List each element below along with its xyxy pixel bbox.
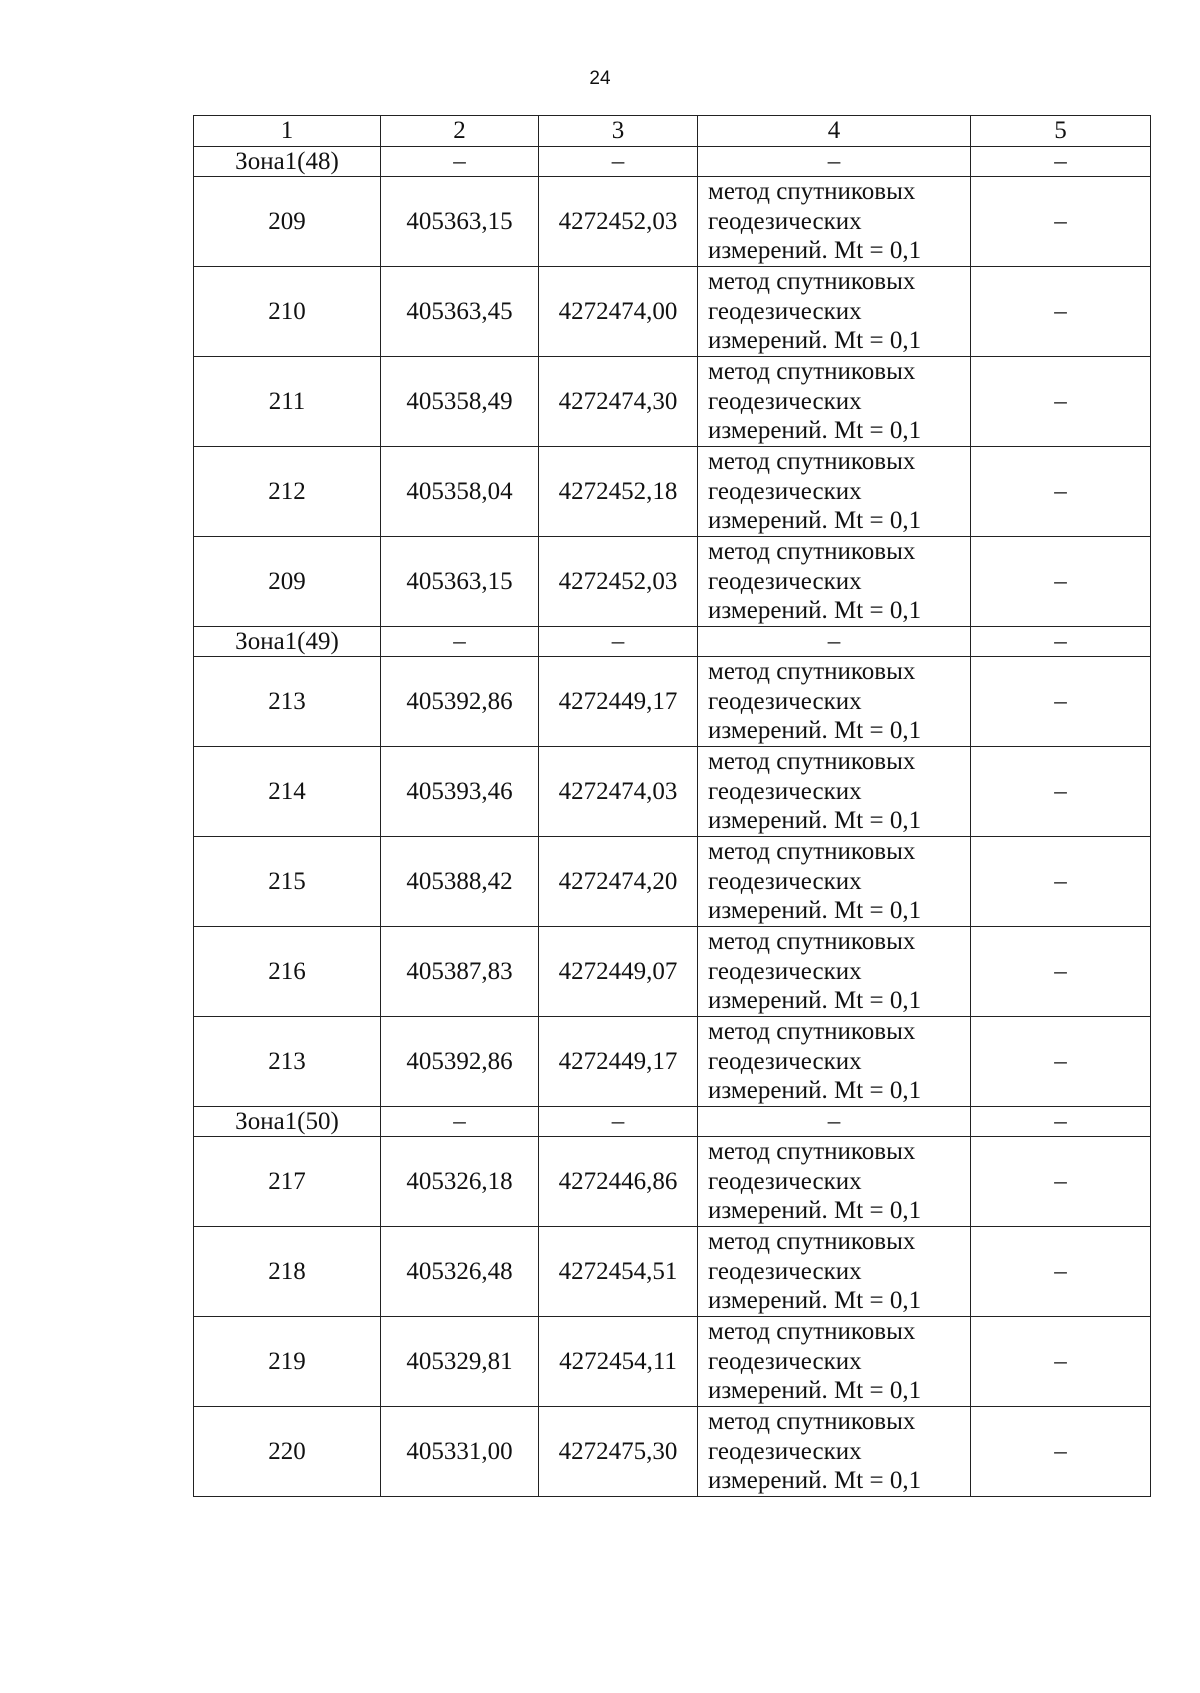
x-coordinate-cell: 405387,83: [381, 927, 539, 1017]
method-text-line: измерений. Mt = 0,1: [708, 807, 922, 835]
method-text-line: геодезических: [708, 207, 862, 235]
point-row: [194, 837, 1151, 927]
point-row: [194, 357, 1151, 447]
method-cell: [698, 1407, 971, 1497]
coordinates-table: [193, 115, 1151, 1497]
point-row: [194, 447, 1151, 537]
zone-name-cell: Зона1(48): [194, 147, 381, 177]
method-text-line: геодезических: [708, 387, 862, 415]
method-text-line: метод спутниковых: [708, 1018, 916, 1046]
zone-row: [194, 1107, 1151, 1137]
x-coordinate-cell: 405392,86: [381, 657, 539, 747]
method-text-line: метод спутниковых: [708, 1228, 916, 1256]
x-coordinate-cell: 405329,81: [381, 1317, 539, 1407]
point-row: [194, 927, 1151, 1017]
column-header: 5: [971, 116, 1151, 147]
zone-dash-cell: –: [539, 147, 698, 177]
point-number-cell: 212: [194, 447, 381, 537]
note-dash-cell: –: [971, 177, 1151, 267]
method-text-line: метод спутниковых: [708, 448, 916, 476]
point-number-cell: 220: [194, 1407, 381, 1497]
method-text-line: метод спутниковых: [708, 268, 916, 296]
note-dash-cell: –: [971, 1407, 1151, 1497]
method-cell: [698, 537, 971, 627]
point-row: [194, 1317, 1151, 1407]
method-cell: [698, 837, 971, 927]
y-coordinate-cell: 4272474,03: [539, 747, 698, 837]
method-cell: [698, 357, 971, 447]
point-number-cell: 219: [194, 1317, 381, 1407]
method-text-line: метод спутниковых: [708, 1408, 916, 1436]
zone-name-cell: Зона1(49): [194, 627, 381, 657]
point-row: [194, 537, 1151, 627]
point-row: [194, 1227, 1151, 1317]
y-coordinate-cell: 4272446,86: [539, 1137, 698, 1227]
zone-dash-cell: –: [381, 1107, 539, 1137]
method-text-line: геодезических: [708, 1047, 862, 1075]
y-coordinate-cell: 4272454,11: [539, 1317, 698, 1407]
zone-dash-cell: –: [971, 147, 1151, 177]
method-text-line: метод спутниковых: [708, 658, 916, 686]
point-number-cell: 213: [194, 657, 381, 747]
method-text-line: измерений. Mt = 0,1: [708, 597, 922, 625]
point-number-cell: 210: [194, 267, 381, 357]
table-body: [194, 116, 1151, 1497]
zone-dash-cell: –: [698, 1107, 971, 1137]
method-text-line: геодезических: [708, 1167, 862, 1195]
point-number-cell: 218: [194, 1227, 381, 1317]
zone-dash-cell: –: [698, 627, 971, 657]
x-coordinate-cell: 405326,48: [381, 1227, 539, 1317]
zone-dash-cell: –: [698, 147, 971, 177]
zone-row: [194, 627, 1151, 657]
point-number-cell: 211: [194, 357, 381, 447]
y-coordinate-cell: 4272449,17: [539, 657, 698, 747]
method-text-line: измерений. Mt = 0,1: [708, 1197, 922, 1225]
point-number-cell: 216: [194, 927, 381, 1017]
header-row: [194, 116, 1151, 147]
column-header: 3: [539, 116, 698, 147]
x-coordinate-cell: 405326,18: [381, 1137, 539, 1227]
method-cell: [698, 1317, 971, 1407]
column-header: 4: [698, 116, 971, 147]
method-text-line: геодезических: [708, 1437, 862, 1465]
x-coordinate-cell: 405392,86: [381, 1017, 539, 1107]
method-cell: [698, 657, 971, 747]
y-coordinate-cell: 4272474,00: [539, 267, 698, 357]
x-coordinate-cell: 405388,42: [381, 837, 539, 927]
y-coordinate-cell: 4272452,03: [539, 537, 698, 627]
method-cell: [698, 447, 971, 537]
x-coordinate-cell: 405358,04: [381, 447, 539, 537]
method-text-line: метод спутниковых: [708, 748, 916, 776]
note-dash-cell: –: [971, 747, 1151, 837]
zone-name-cell: Зона1(50): [194, 1107, 381, 1137]
method-text-line: геодезических: [708, 567, 862, 595]
point-row: [194, 657, 1151, 747]
zone-dash-cell: –: [539, 627, 698, 657]
y-coordinate-cell: 4272452,18: [539, 447, 698, 537]
method-text-line: измерений. Mt = 0,1: [708, 717, 922, 745]
method-text-line: измерений. Mt = 0,1: [708, 1467, 922, 1495]
zone-dash-cell: –: [971, 627, 1151, 657]
point-row: [194, 267, 1151, 357]
method-text-line: метод спутниковых: [708, 838, 916, 866]
y-coordinate-cell: 4272474,30: [539, 357, 698, 447]
method-text-line: геодезических: [708, 1347, 862, 1375]
method-cell: [698, 927, 971, 1017]
column-header: 2: [381, 116, 539, 147]
note-dash-cell: –: [971, 1017, 1151, 1107]
zone-dash-cell: –: [381, 627, 539, 657]
method-cell: [698, 267, 971, 357]
note-dash-cell: –: [971, 267, 1151, 357]
method-text-line: метод спутниковых: [708, 358, 916, 386]
method-text-line: геодезических: [708, 477, 862, 505]
note-dash-cell: –: [971, 837, 1151, 927]
method-text-line: геодезических: [708, 867, 862, 895]
method-text-line: метод спутниковых: [708, 538, 916, 566]
x-coordinate-cell: 405358,49: [381, 357, 539, 447]
column-header: 1: [194, 116, 381, 147]
x-coordinate-cell: 405363,15: [381, 537, 539, 627]
point-number-cell: 215: [194, 837, 381, 927]
method-text-line: измерений. Mt = 0,1: [708, 507, 922, 535]
method-text-line: измерений. Mt = 0,1: [708, 1287, 922, 1315]
point-number-cell: 217: [194, 1137, 381, 1227]
y-coordinate-cell: 4272449,17: [539, 1017, 698, 1107]
zone-row: [194, 147, 1151, 177]
note-dash-cell: –: [971, 537, 1151, 627]
y-coordinate-cell: 4272454,51: [539, 1227, 698, 1317]
point-number-cell: 209: [194, 177, 381, 267]
method-text-line: геодезических: [708, 1257, 862, 1285]
note-dash-cell: –: [971, 447, 1151, 537]
method-text-line: измерений. Mt = 0,1: [708, 987, 922, 1015]
zone-dash-cell: –: [539, 1107, 698, 1137]
method-text-line: измерений. Mt = 0,1: [708, 1077, 922, 1105]
x-coordinate-cell: 405393,46: [381, 747, 539, 837]
note-dash-cell: –: [971, 1137, 1151, 1227]
note-dash-cell: –: [971, 357, 1151, 447]
point-row: [194, 1017, 1151, 1107]
page-number: 24: [589, 68, 611, 89]
method-text-line: метод спутниковых: [708, 178, 916, 206]
method-cell: [698, 177, 971, 267]
method-cell: [698, 1227, 971, 1317]
method-text-line: измерений. Mt = 0,1: [708, 237, 922, 265]
y-coordinate-cell: 4272452,03: [539, 177, 698, 267]
method-cell: [698, 1137, 971, 1227]
method-text-line: геодезических: [708, 777, 862, 805]
zone-dash-cell: –: [381, 147, 539, 177]
point-number-cell: 213: [194, 1017, 381, 1107]
point-number-cell: 214: [194, 747, 381, 837]
y-coordinate-cell: 4272474,20: [539, 837, 698, 927]
x-coordinate-cell: 405363,45: [381, 267, 539, 357]
x-coordinate-cell: 405331,00: [381, 1407, 539, 1497]
method-cell: [698, 1017, 971, 1107]
method-text-line: измерений. Mt = 0,1: [708, 327, 922, 355]
note-dash-cell: –: [971, 1227, 1151, 1317]
note-dash-cell: –: [971, 927, 1151, 1017]
method-text-line: измерений. Mt = 0,1: [708, 417, 922, 445]
y-coordinate-cell: 4272475,30: [539, 1407, 698, 1497]
point-number-cell: 209: [194, 537, 381, 627]
note-dash-cell: –: [971, 1317, 1151, 1407]
method-cell: [698, 747, 971, 837]
note-dash-cell: –: [971, 657, 1151, 747]
method-text-line: метод спутниковых: [708, 1318, 916, 1346]
method-text-line: геодезических: [708, 957, 862, 985]
zone-dash-cell: –: [971, 1107, 1151, 1137]
x-coordinate-cell: 405363,15: [381, 177, 539, 267]
method-text-line: геодезических: [708, 297, 862, 325]
y-coordinate-cell: 4272449,07: [539, 927, 698, 1017]
method-text-line: измерений. Mt = 0,1: [708, 897, 922, 925]
point-row: [194, 1407, 1151, 1497]
point-row: [194, 177, 1151, 267]
method-text-line: метод спутниковых: [708, 928, 916, 956]
point-row: [194, 747, 1151, 837]
point-row: [194, 1137, 1151, 1227]
method-text-line: метод спутниковых: [708, 1138, 916, 1166]
method-text-line: геодезических: [708, 687, 862, 715]
method-text-line: измерений. Mt = 0,1: [708, 1377, 922, 1405]
